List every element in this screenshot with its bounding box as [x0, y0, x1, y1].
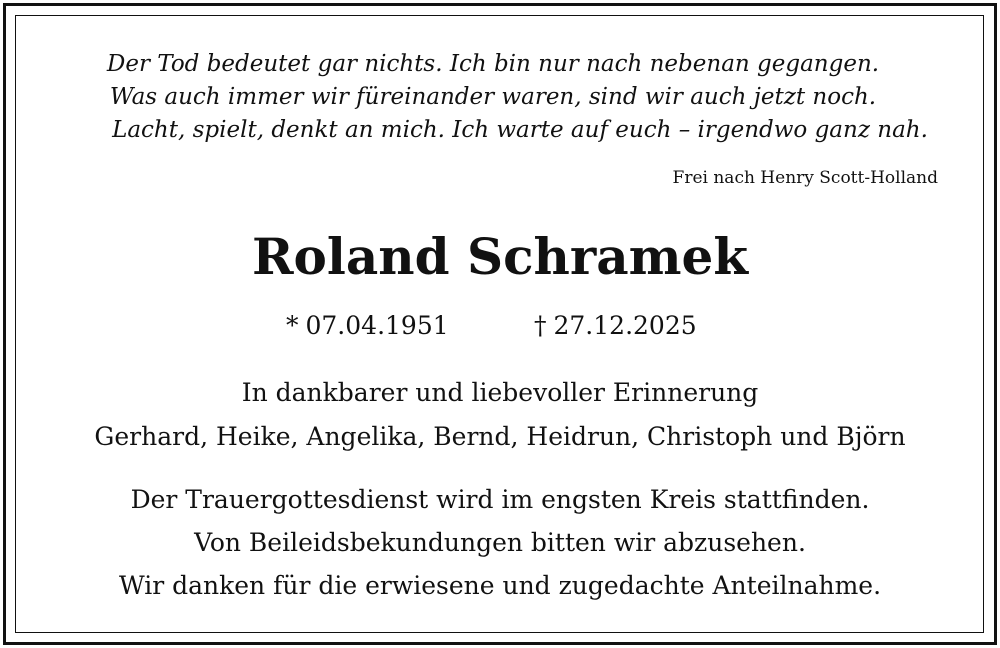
quote-line: Was auch immer wir füreinander waren, sind wir auch jetzt noch. [109, 84, 877, 110]
birth-date-group [286, 308, 449, 344]
quote-line: Der Tod bedeutet gar nichts. Ich bin nur nach nebenan gegangen. [106, 51, 880, 77]
death-date: 27.12.2025 [553, 311, 697, 340]
death-date-group [534, 308, 697, 344]
remembrance-line: In dankbarer und liebevoller Erinnerung [241, 378, 759, 407]
quote-line: Lacht, spielt, denkt an mich. Ich warte auf euch – irgendwo ganz nah. [112, 117, 928, 143]
remembrance-section [0, 371, 1000, 459]
birth-date: 07.04.1951 [305, 311, 449, 340]
notice-line: Von Beileidsbekundungen bitten wir abzusehen. [194, 528, 806, 557]
quote-attribution: Frei nach Henry Scott-Holland [672, 168, 938, 188]
mourners-list: Gerhard, Heike, Angelika, Bernd, Heidrun, Christoph und Björn [94, 422, 906, 451]
memorial-quote [0, 48, 1000, 147]
birth-star-icon: * [286, 311, 299, 340]
deceased-name: Roland Schramek [251, 227, 749, 286]
funeral-notice [0, 478, 1000, 607]
notice-line: Wir danken für die erwiesene und zugedachte Anteilnahme. [118, 571, 882, 600]
notice-line: Der Trauergottesdienst wird im engsten Kreis stattfinden. [130, 485, 870, 514]
cross-icon: † [534, 311, 547, 340]
